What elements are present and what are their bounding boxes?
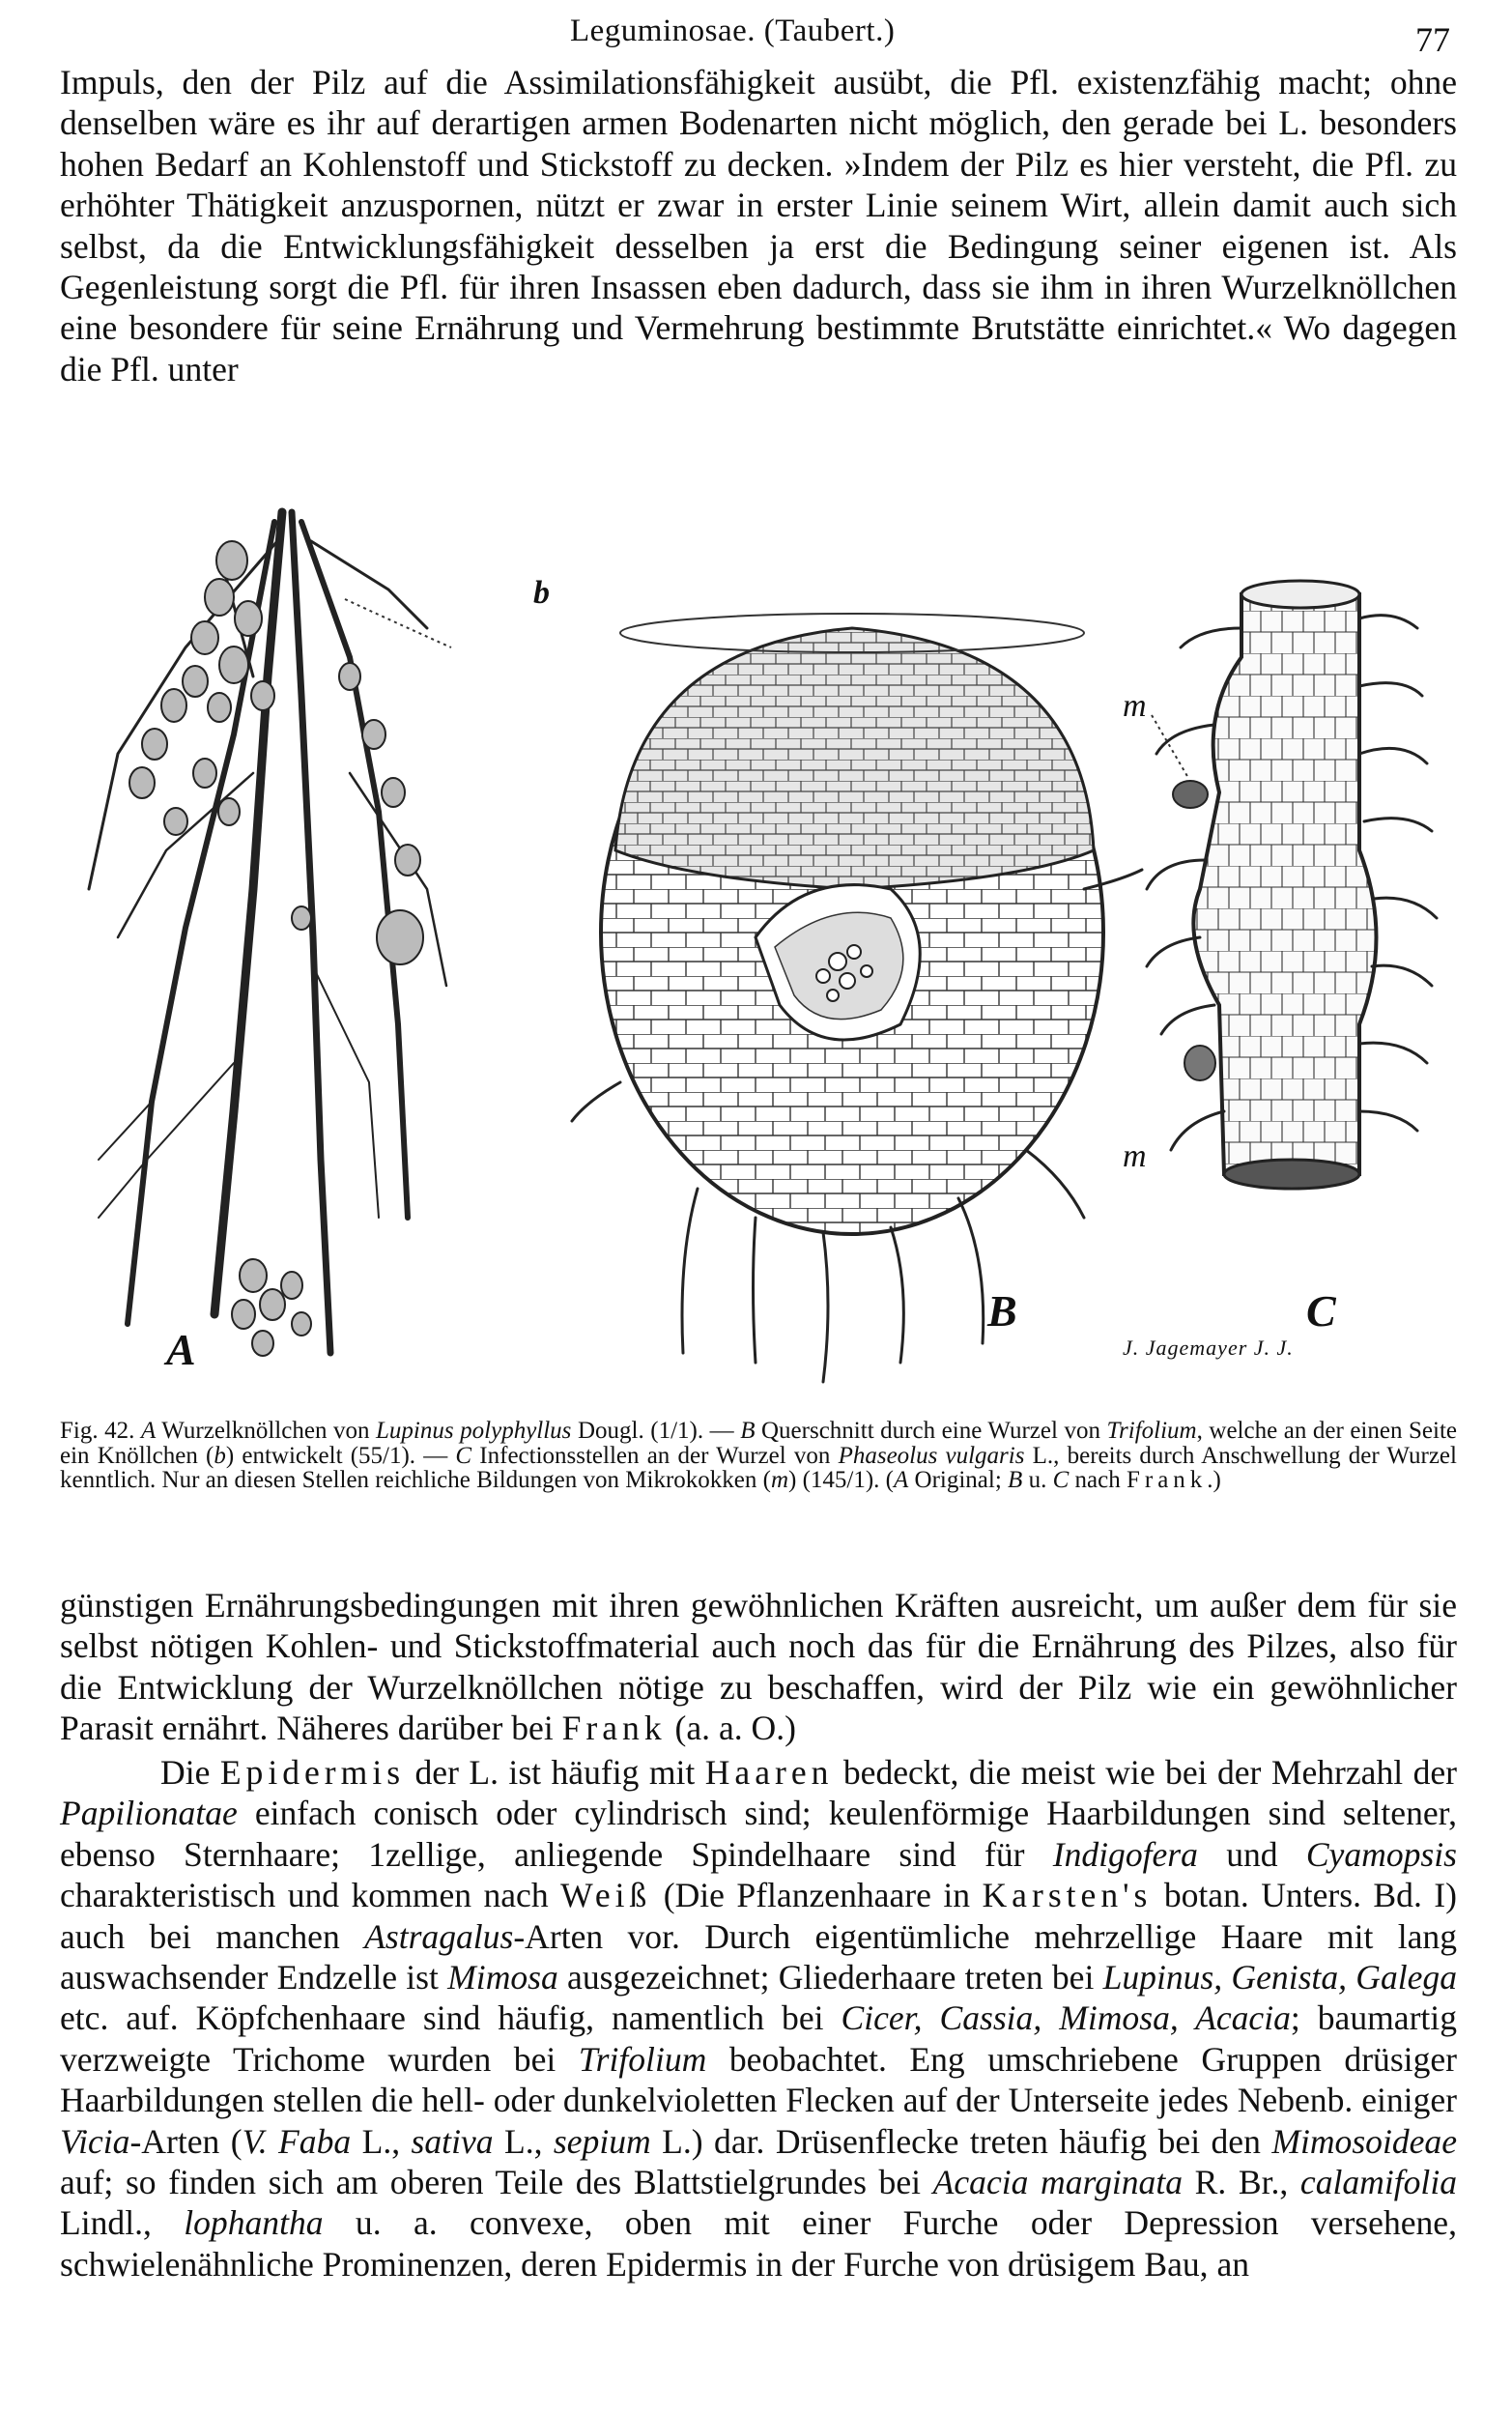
paragraph-2: günstigen Ernährungsbedingungen mit ihren gewöhnlichen Kräften ausreicht, um außer dem für sie selbst nötigen Kohlen- und Stickstoffmaterial auch noch das für die Ernährung des Pilzes, also für die Entwicklung der Wurzelknöllchen nötige zu beschaffen, wird der Pilz wie ein gewöhnlicher Parasit ernährt. Näheres darüber bei Frank (a. a. O.) [60,1586,1457,1748]
figure-illustration [60,483,1457,1411]
figure-caption: Fig. 42. A Wurzelknöllchen von Lupinus polyphyllus Dougl. (1/1). — B Querschnitt durch eine Wurzel von Trifolium, welche an der einen Seite ein Knöllchen (b) entwickelt (55/1). — C Infectionsstellen an der Wurzel von Phaseolus vulgaris L., bereits durch Anschwellung der Wurzel kenntlich. Nur an diesen Stellen reichliche Bildungen von Mikrokokken (m) (145/1). (A Original; B u. C nach Frank.) [60,1418,1457,1494]
running-header [0,14,1512,62]
figure-label-b: B [987,1286,1017,1336]
caption-fig-number: Fig. 42. [60,1418,135,1444]
figure-label-m-bottom: m [1123,1138,1147,1174]
figure-label-a: A [166,1325,196,1374]
figure-42 [60,483,1457,1411]
paragraph-3: Die Epidermis der L. ist häufig mit Haaren bedeckt, die meist wie bei der Mehrzahl der Papilionatae einfach conisch oder cylindrisch sind; keulenförmige Haarbildungen sind seltener, ebenso Sternhaare; 1zellige, anliegende Spindelhaare sind für Indigofera und Cyamopsis charakteristisch und kommen nach Weiß (Die Pflanzenhaare in Karsten's botan. Unters. Bd. I) auch bei manchen Astragalus-Arten vor. Durch eigentümliche mehrzellige Haare mit lang auswachsender Endzelle ist Mimosa ausgezeichnet; Gliederhaare treten bei Lupinus, Genista, Galega etc. auf. Köpfchenhaare sind häufig, namentlich bei Cicer, Cassia, Mimosa, Acacia; baumartig verzweigte Trichome wurden bei Trifolium beobachtet. Eng umschriebene Gruppen drüsiger Haarbildungen stellen die hell- oder dunkelvioletten Flecken auf der Unterseite jedes Nebenb. einiger Vicia-Arten (V. Faba L., sativa L., sepium L.) dar. Drüsenflecke treten häufig bei den Mimosoideae auf; so finden sich am oberen Teile des Blattstielgrundes bei Acacia marginata R. Br., calamifolia Lindl., lophantha u. a. convexe, oben mit einer Furche oder Depression versehene, schwielenähnliche Prominenzen, deren Epidermis in der Furche von drüsigem Bau, an [60,1753,1458,2284]
figure-label-c: C [1306,1286,1336,1336]
cross-section-b [345,599,1142,1382]
page-number: 77 [1415,20,1450,59]
running-title: Leguminosae. (Taubert.) [570,14,896,48]
paragraph-1: Impuls, den der Pilz auf die Assimilationsfähigkeit ausübt, die Pfl. existenzfähig macht; ohne denselben wäre es ihr auf derartigen armen Bodenarten nicht möglich, den gerade bei L. besonders hohen Bedarf an Kohlenstoff und Stickstoff zu decken. »Indem der Pilz es hier versteht, die Pfl. zu erhöhter Thätigkeit anzuspornen, nützt er zwar in erster Linie seinem Wirt, allein damit auch sich selbst, da die Entwicklungsfähigkeit desselben ja erst die Bedingung seiner eigenen ist. Als Gegenleistung sorgt die Pfl. für ihren Insassen eben dadurch, dass sie ihm in ihren Wurzelknöllchen eine besondere für seine Ernährung und Vermehrung bestimmte Brutstätte einrichtet.« Wo dagegen die Pfl. unter [60,63,1457,388]
figure-label-m-top: m [1123,688,1147,724]
figure-label-nodule-b: b [533,575,550,611]
root-nodules-a [129,541,423,1356]
engraver-signature: J. Jagemayer J. J. [1123,1336,1294,1360]
